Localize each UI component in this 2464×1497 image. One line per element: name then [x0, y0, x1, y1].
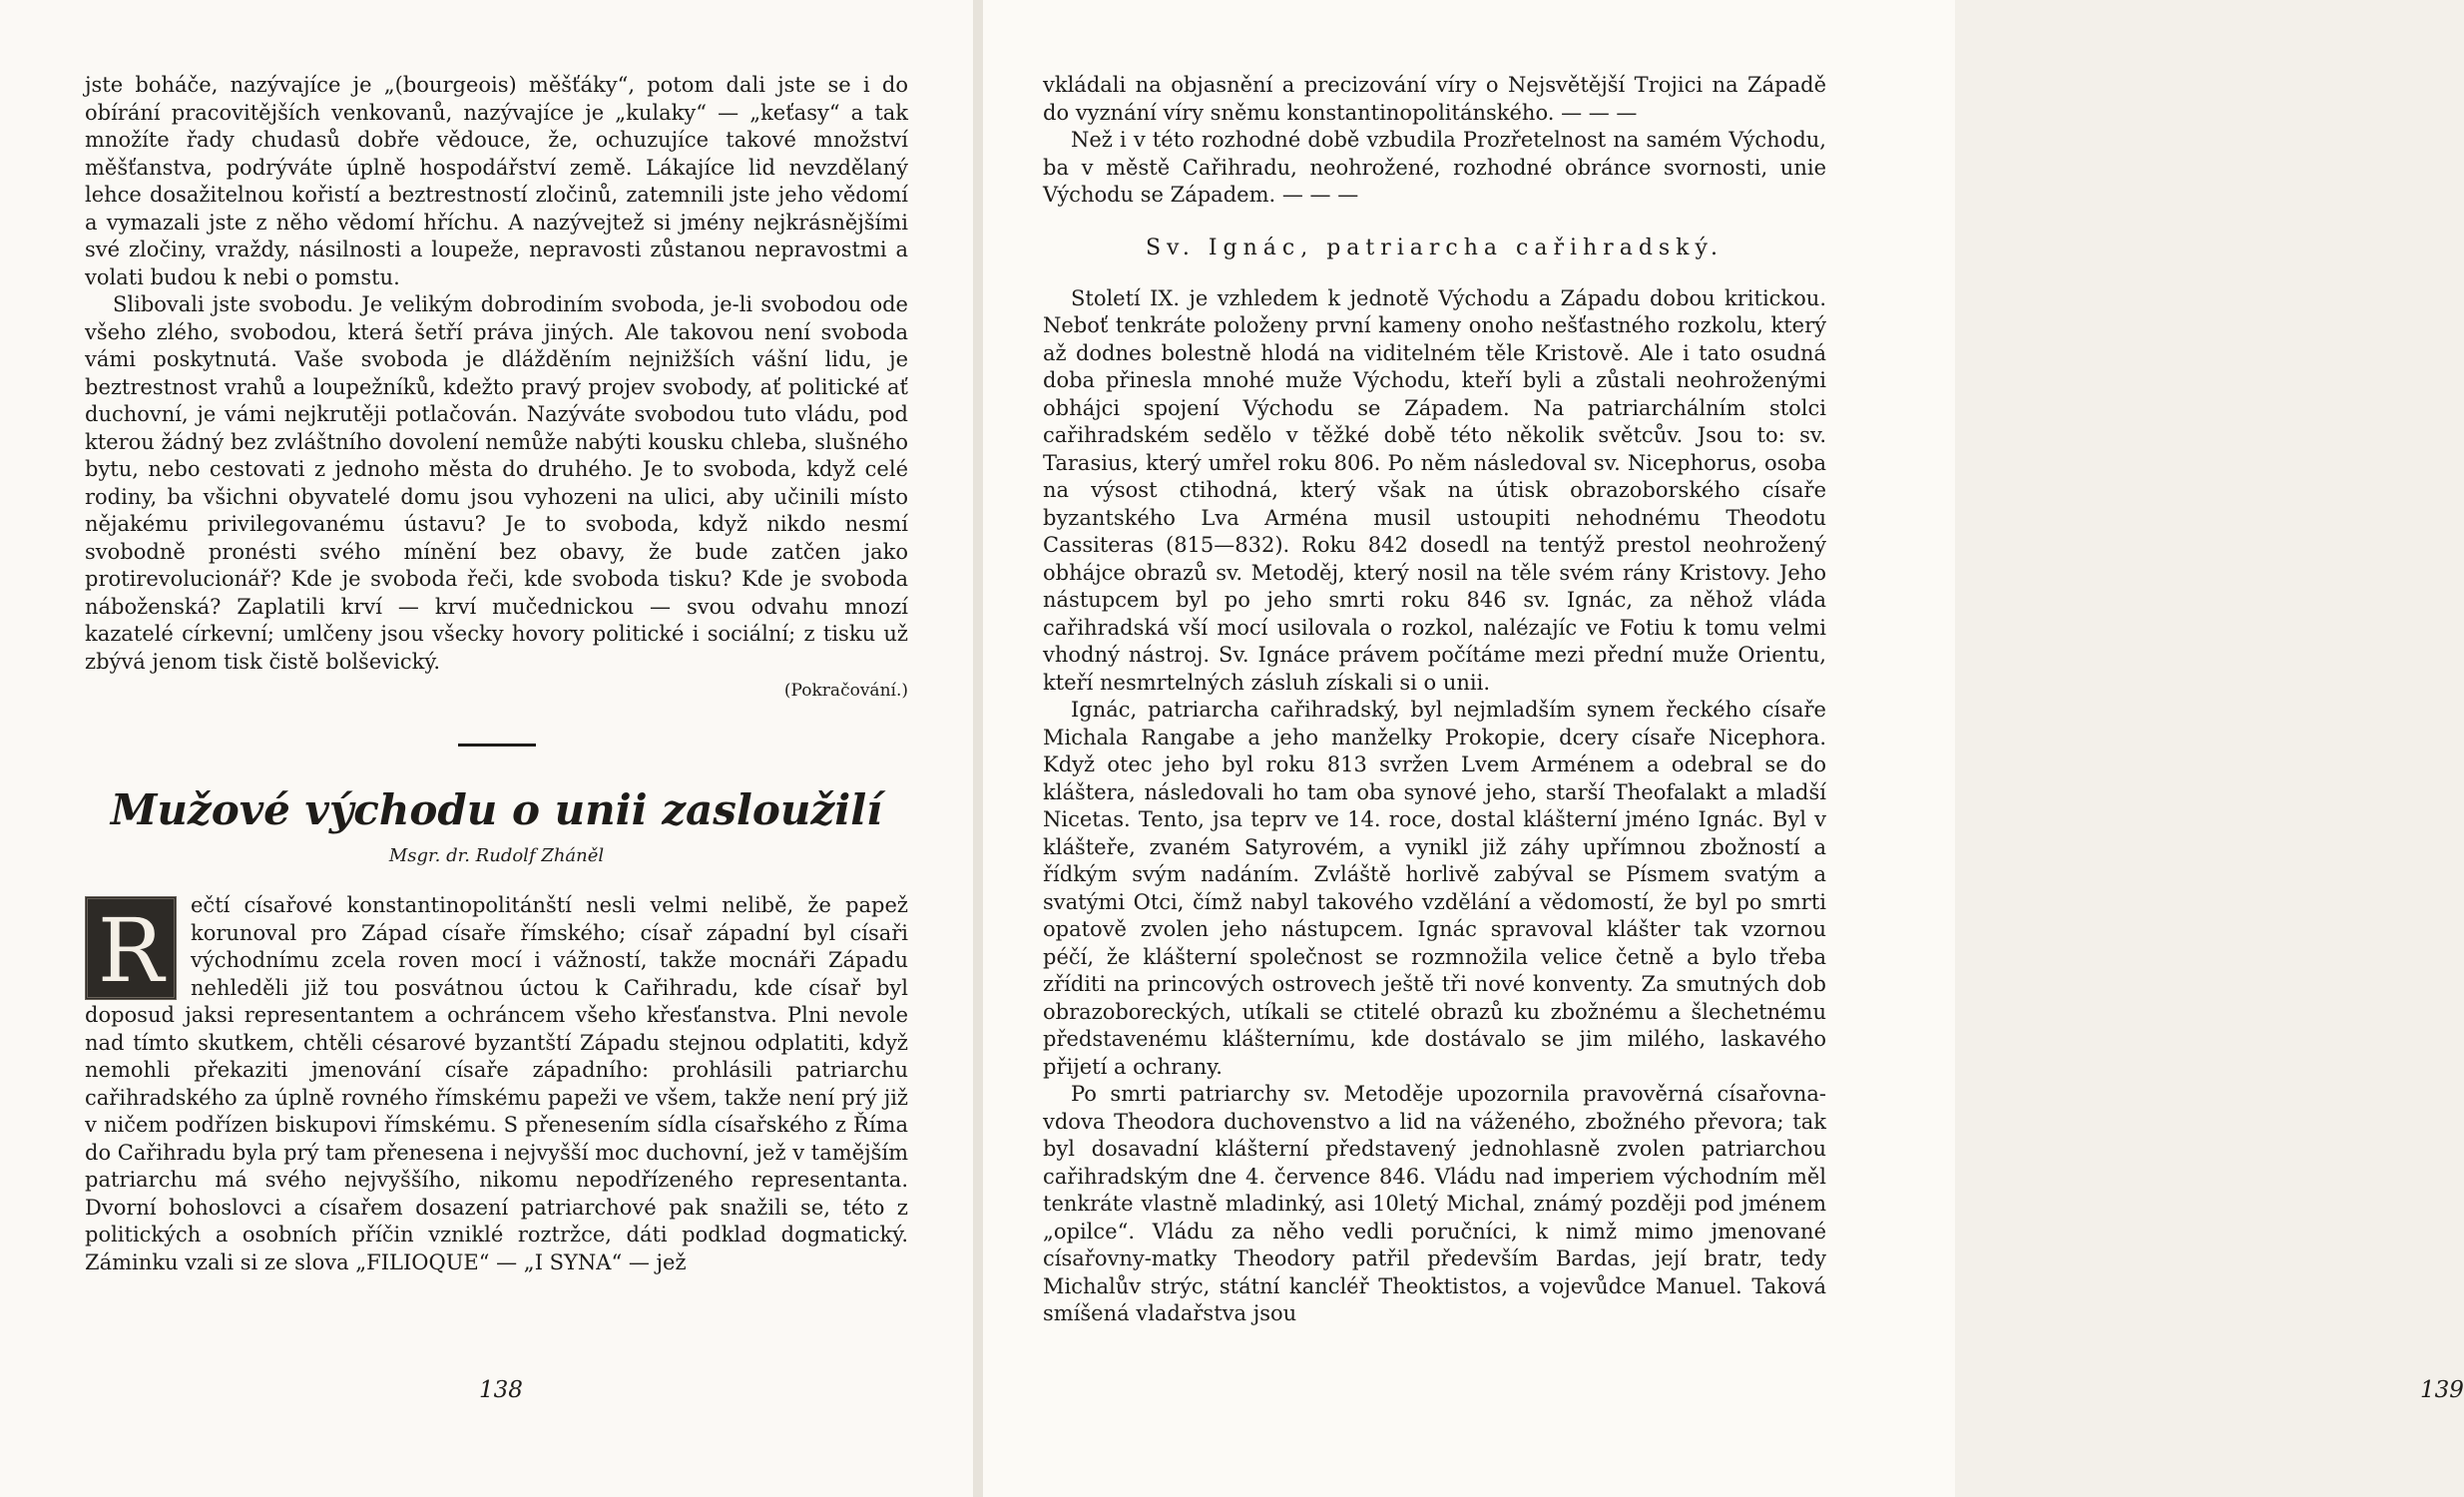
section-divider	[458, 744, 536, 747]
continuation-note: (Pokračování.)	[783, 681, 908, 701]
left-text-column	[85, 72, 908, 1276]
right-paragraph-3: Po smrti patriarchy sv. Metoděje upozornila pravověrná císařovna-vdova Theodora duchovenstvo a lid na váženého, zbožného převora; tak byl dosavadní klášterní představený jednohlasně zvolen patriarchou cařihradským dne 4. července 846. Vládu nad imperiem východním měl tenkráte vlastně mladinký, asi 10letý Michal, známý později pod jménem „opilce“. Vládu za něho vedli poručníci, k nimž mimo jmenované císařovny-matky Theodory patřil především Bardas, její bratr, tedy Michalův strýc, státní kancléř Theoktistos, a vojevůdce Manuel. Taková smíšená vladařstva jsou	[1043, 1082, 1826, 1325]
dropcap-letter: R	[97, 899, 165, 1002]
right-paragraph-top-2: Než i v této rozhodné době vzbudila Prozřetelnost na samém Východu, ba v městě Cařihradu, neohrožené, rozhodné obránce svornosti, unie Východu se Západem. — — —	[1043, 128, 1826, 207]
left-page	[0, 0, 973, 1497]
left-paragraph-2: Slibovali jste svobodu. Je velikým dobrodiním svoboda, je-li svobodou ode všeho zlého, svobodou, která šetří práva jiných. Ale takovou není svoboda vámi poskytnutá. Vaše svoboda je dlážděním nejnižších vášní lidu, je beztrestnost vrahů a loupežníků, kdežto pravý projev svobody, ať politické ať duchovní, je vámi nejkrutěji potlačován. Nazýváte svobodou tuto vládu, pod kterou žádný bez zvláštního dovolení nemůže nabýti kousku chleba, slušného bytu, nebo cestovati z jednoho města do druhého. Je to svoboda, když celé rodiny, ba všichni obyvatelé domu jsou vyhozeni na ulici, aby učinili místo nějakému privilegovanému ústavu? Je to svoboda, když nikdo nesmí svobodně pronésti svého mínění bez obavy, že bude zatčen jako protirevolucionář? Kde je svoboda řeči, kde svoboda tisku? Kde je svoboda náboženská? Zaplatili krví — krví mučednickou — svou odvahu mnozí kazatelé církevní; umlčeny jsou všecky hovory politické i sociální; z tisku už zbývá jenom tisk čistě bolševický.	[85, 292, 908, 674]
book-gutter	[973, 0, 983, 1497]
right-page	[983, 0, 2464, 1497]
left-paragraph-1: jste boháče, nazývajíce je „(bourgeois) měšťáky“, potom dali jste se i do obírání pracovitějších venkovanů, nazývajíce je „kulaky“ — „keťasy“ a tak množíte řady chudasů dobře vědouce, že, ochuzujíce takové množství měšťanstva, podrýváte úplně hospodářství země. Lákajíce lid nevzdělaný lehce dosažitelnou kořistí a beztrestností zločinů, zatemnili jste jeho vědomí a vymazali jste z něho vědomí hříchu. A nazývejtež si jmény nejkrásnějšími své zločiny, vraždy, násilnosti a loupeže, nepravosti zůstanou nepravostmi a volati budou k nebi o pomstu.	[85, 73, 908, 289]
article-paragraph: ečtí císařové konstantinopolitánští nesli velmi nelibě, že papež korunoval pro Západ císaře římského; císař západní byl císaři východnímu zcela roven mocí i vážností, takže mocnáři Západu nehleděli již tou posvátnou úctou k Cařihradu, kde císař byl doposud jaksi representantem a ochráncem všeho křesťanstva. Plni nevole nad tímto skutkem, chtěli césarové byzantští Západu stejnou odplatiti, když nemohli překaziti jmenování císaře západního: prohlásili patriarchu cařihradského za úplně rovného římskému papeži ve všem, takže není prý již v ničem podřízen biskupovi římskému. S přenesením sídla císařského z Říma do Cařihradu byla prý tam přenesena i nejvyšší moc duchovní, jež v tamějším patriarchu má svého nejvyššího, nikomu nepodřízeného representanta. Dvorní bohoslovci a císařem dosazení patriarchové pak snažili se, této z politických a osobních příčin vzniklé roztržce, dáti podklad dogmatický. Záminku vzali si ze slova „FILIOQUE“ — „I SYNA“ — jež	[85, 893, 908, 1274]
right-paragraph-1: Století IX. je vzhledem k jednotě Východu a Západu dobou kritickou. Neboť tenkráte položeny první kameny onoho nešťastného rozkolu, který až dodnes bolestně hlodá na viditelném těle Kristově. Ale i tato osudná doba přinesla mnohé muže Východu, kteří byli a zůstali neohroženými obhájci spojení Východu se Západem. Na patriarchálním stolci cařihradském sedělo v těžké době této několik světcův. Jsou to: sv. Tarasius, který umřel roku 806. Po něm následoval sv. Nicephorus, osoba na výsost ctihodná, který však na útisk obrazoborského císaře byzantského Lva Arména musil ustoupiti nehodnému Theodotu Cassiteras (815—832). Roku 842 dosedl na tentýž prestol neohrožený obhájce obrazů sv. Metoděj, který nosil na těle svém rány Kristovy. Jeho nástupcem byl po jeho smrti roku 846 sv. Ignác, za něhož vláda cařihradská vší mocí usilovala o rozkol, nalézajíc ve Fotiu k tomu velmi vhodný nástroj. Sv. Ignáce právem počítáme mezi přední muže Orientu, kteří nesmrtelných zásluh získali si o unii.	[1043, 285, 1826, 695]
page-number-left: 138	[479, 1377, 523, 1403]
right-paragraph-2: Ignác, patriarcha cařihradský, byl nejmladším synem řeckého císaře Michala Rangabe a jeho manželky Prokopie, dcery císaře Nicephora. Když otec jeho byl roku 813 svržen Lvem Arménem a odebral se do kláštera, následovali ho tam oba synové jeho, starší Theofalakt a mladší Nicetas. Tento, jsa teprv ve 14. roce, dostal klášterní jméno Ignác. Byl v klášteře, zvaném Satyrovém, a vynikl již záhy upřímnou zbožností a řídkým svým nadáním. Zvláště horlivě zabýval se Písmem svatým a svatými Otci, čímž nabyl takového vzdělání a vědomostí, že byl po smrti opatově zvolen jeho nástupcem. Ignác spravoval klášter tak vzornou péčí, že klášterní společnost se rozmnožila velice četně a bylo třeba zříditi na princových ostrovech ještě tři nové konventy. Za smutných dob obrazoboreckých, utíkali se ctitelé obrazů ku zbožnému a šlechetnému představenému klášternímu, kde dostávalo se jim milého, laskavého přijetí a ochrany.	[1043, 698, 1826, 1079]
right-paragraph-top-1: vkládali na objasnění a precizování víry o Nejsvětější Trojici na Západě do vyznání víry sněmu konstantinopolitánského. — — —	[1043, 73, 1826, 125]
ornamental-dropcap	[85, 896, 177, 1000]
article-author: Msgr. dr. Rudolf Zháněl	[388, 845, 605, 866]
article-title: Mužové východu o unii zasloužilí	[110, 785, 883, 834]
right-text-column	[1043, 72, 1826, 1328]
page-number-right: 139	[2420, 1377, 2464, 1403]
section-heading: Sv. Ignác, patriarcha cařihradský.	[1145, 235, 1725, 260]
